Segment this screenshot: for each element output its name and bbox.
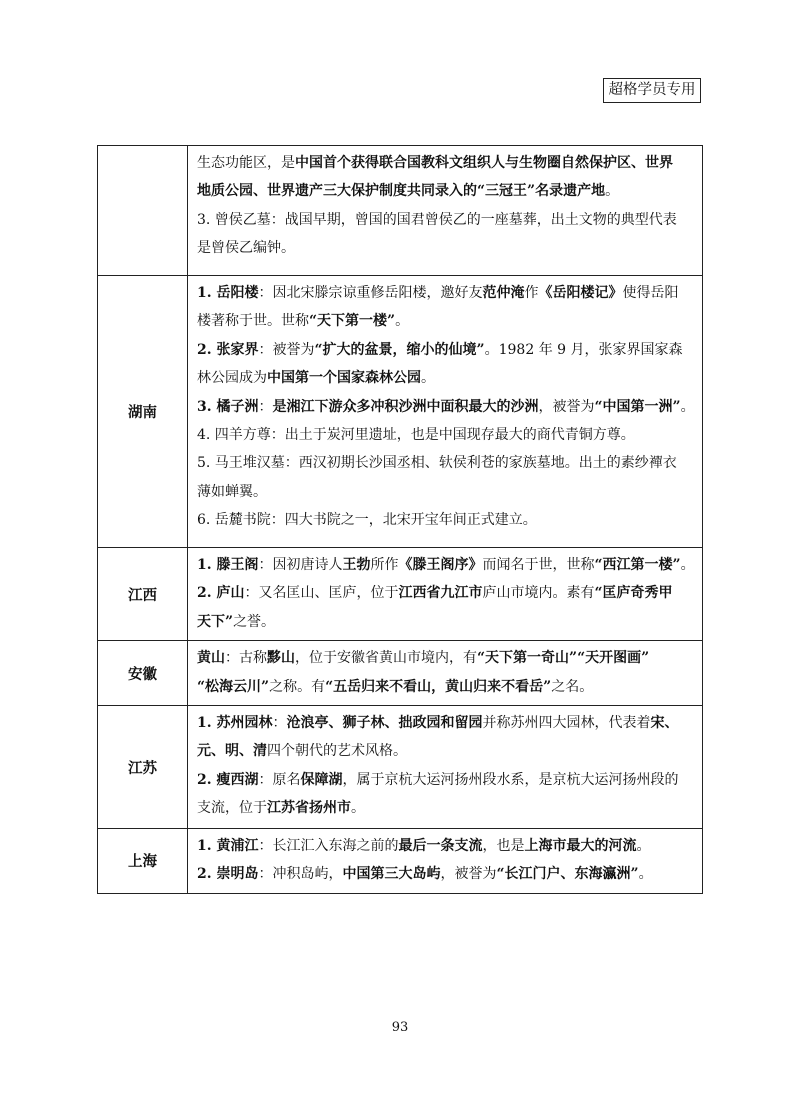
- text-segment: 林公园成为: [197, 370, 267, 387]
- text-line: [197, 364, 694, 392]
- text-line: [197, 860, 694, 888]
- bold-text: 沧浪亭、狮子林、拙政园和留园: [286, 715, 483, 732]
- text-segment: ：古称: [225, 650, 267, 667]
- text-segment: 3. 曾侯乙墓：战国早期，曾国的国君曾侯乙的一座墓葬，出土文物的典型代表: [197, 211, 677, 228]
- bold-text: “天下第一楼”: [309, 313, 396, 330]
- bold-text: 是湘江下游众多冲积沙洲中面积最大的沙洲: [272, 398, 539, 415]
- bold-text: 黟山: [267, 650, 295, 667]
- bold-text: 2. 崇明岛: [197, 866, 259, 883]
- content-cell: [188, 641, 703, 706]
- content-cell: [188, 829, 703, 894]
- bold-text: 3. 橘子洲: [197, 398, 259, 415]
- bold-text: 天下”: [197, 613, 234, 630]
- table-row: [98, 146, 703, 276]
- text-line: [197, 206, 694, 234]
- bold-text: 2. 张家界: [197, 341, 259, 358]
- region-cell: 江苏: [98, 706, 188, 829]
- text-segment: 。: [395, 313, 410, 330]
- text-segment: 是曾侯乙编钟。: [197, 240, 295, 257]
- bold-text: 江西省九江市: [398, 585, 483, 602]
- bold-text: 1. 苏州园林: [197, 715, 273, 732]
- content-cell: [188, 276, 703, 548]
- bold-text: “天下第一奇山”“天开图画”: [477, 650, 650, 667]
- bold-text: 2. 庐山: [197, 585, 245, 602]
- text-segment: 。: [638, 866, 653, 883]
- text-segment: ：因初唐诗人: [258, 557, 343, 573]
- bold-text: 王勃: [342, 557, 371, 573]
- bold-text: “松海云川”: [197, 678, 270, 695]
- text-line: [197, 506, 694, 534]
- bold-text: 保障湖: [300, 771, 343, 788]
- text-line: [197, 279, 694, 307]
- bold-text: “中国第一洲”: [594, 398, 681, 415]
- bold-text: 1. 岳阳楼: [197, 285, 259, 301]
- member-only-badge: 超格学员专用: [603, 78, 701, 103]
- text-line: [197, 307, 694, 335]
- text-line: [197, 177, 694, 205]
- table-row: [98, 548, 703, 641]
- text-line: [197, 478, 694, 506]
- bold-text: “扩大的盆景，缩小的仙境”: [314, 341, 485, 358]
- text-line: [197, 673, 694, 701]
- bold-text: “五岳归来不看山，黄山归来不看岳”: [325, 678, 552, 695]
- bold-text: 最后一条支流: [398, 838, 483, 855]
- text-segment: 。: [605, 183, 620, 200]
- bold-text: 地质公园、世界遗产三大保护制度共同录入的“三冠王”名录遗产地: [197, 183, 606, 200]
- text-line: [197, 421, 694, 449]
- text-segment: 之誉。: [233, 613, 276, 630]
- text-segment: ：: [258, 398, 273, 415]
- text-segment: ，也是: [482, 838, 525, 855]
- bold-text: 1. 滕王阁: [197, 557, 259, 573]
- bold-text: 《岳阳楼记》: [538, 285, 623, 301]
- text-segment: 5. 马王堆汉墓：西汉初期长沙国丞相、轪侯利苍的家族墓地。出土的素纱襌衣: [197, 455, 677, 472]
- text-segment: 6. 岳麓书院：四大书院之一，北宋开宝年间正式建立。: [197, 512, 537, 529]
- bold-text: “西江第一楼”: [594, 557, 681, 573]
- text-segment: 。: [680, 398, 695, 415]
- bold-text: 中国第三大岛屿: [342, 866, 441, 883]
- text-segment: 。: [421, 370, 435, 387]
- text-segment: 。: [351, 800, 365, 817]
- text-segment: 。: [680, 557, 695, 573]
- text-segment: 使得岳阳: [622, 285, 679, 301]
- region-cell: 江西: [98, 548, 188, 641]
- text-segment: 作: [524, 285, 539, 301]
- text-line: [197, 608, 694, 636]
- text-segment: 四个朝代的艺术风格。: [267, 743, 407, 760]
- text-segment: 。1982 年 9 月，张家界国家森: [484, 341, 683, 358]
- text-segment: 而闻名于世，世称: [482, 557, 595, 573]
- table-row: [98, 641, 703, 706]
- bold-text: “匡庐奇秀甲: [594, 585, 673, 602]
- table-row: [98, 706, 703, 829]
- text-segment: 所作: [370, 557, 399, 573]
- region-cell: [98, 146, 188, 276]
- text-segment: 4. 四羊方尊：出土于炭河里遗址，也是中国现存最大的商代青铜方尊。: [197, 427, 635, 444]
- text-line: [197, 579, 694, 607]
- bold-text: 2. 瘦西湖: [197, 771, 259, 788]
- content-cell: [188, 706, 703, 829]
- text-segment: ：又名匡山、匡庐，位于: [244, 585, 399, 602]
- bold-text: “长江门户、东海瀛洲”: [496, 866, 639, 883]
- text-line: [197, 832, 694, 860]
- bold-text: 范仲淹: [482, 285, 525, 301]
- region-cell: 上海: [98, 829, 188, 894]
- bold-text: 江苏省扬州市: [267, 800, 351, 817]
- region-cell: 安徽: [98, 641, 188, 706]
- table-row: [98, 276, 703, 548]
- text-line: [197, 709, 694, 737]
- text-segment: 楼著称于世。世称: [197, 313, 309, 330]
- bold-text: 宋、: [650, 715, 679, 732]
- text-line: [197, 644, 694, 672]
- text-segment: ，被誉为: [538, 398, 595, 415]
- text-segment: 并称苏州四大园林，代表着: [482, 715, 651, 732]
- bold-text: 《滕王阁序》: [398, 557, 483, 573]
- text-line: [197, 149, 694, 177]
- text-line: [197, 766, 694, 794]
- content-cell: [188, 548, 703, 641]
- bold-text: 元、明、清: [197, 743, 267, 760]
- content-cell: [188, 146, 703, 276]
- text-segment: ：原名: [258, 771, 301, 788]
- bold-text: 上海市最大的河流: [524, 838, 637, 855]
- bold-text: 1. 黄浦江: [197, 838, 259, 855]
- text-segment: ，属于京杭大运河扬州段水系，是京杭大运河扬州段的: [342, 771, 679, 788]
- text-segment: ：冲积岛屿，: [258, 866, 343, 883]
- text-segment: ，被誉为: [440, 866, 497, 883]
- page-number: 93: [391, 1020, 409, 1035]
- text-segment: ：被誉为: [258, 341, 315, 358]
- scenic-spots-table: [97, 145, 703, 894]
- text-line: [197, 737, 694, 765]
- text-line: [197, 393, 694, 421]
- text-segment: ，位于安徽省黄山市境内，有: [295, 650, 477, 667]
- text-line: [197, 336, 694, 364]
- text-segment: 薄如蝉翼。: [197, 483, 267, 500]
- text-line: [197, 449, 694, 477]
- text-line: [197, 551, 694, 579]
- bold-text: 黄山: [197, 650, 225, 667]
- text-segment: 之名。: [551, 678, 594, 695]
- text-segment: 庐山市境内。素有: [482, 585, 595, 602]
- text-segment: 之称。有: [269, 678, 326, 695]
- bold-text: 中国首个获得联合国教科文组织人与生物圈自然保护区、世界: [295, 155, 673, 171]
- text-segment: 。: [636, 838, 651, 855]
- text-segment: ：: [272, 715, 287, 732]
- text-segment: 生态功能区，是: [197, 155, 295, 171]
- text-segment: ：因北宋滕宗谅重修岳阳楼，邀好友: [258, 285, 483, 301]
- table-row: [98, 829, 703, 894]
- text-line: [197, 794, 694, 822]
- text-segment: 支流，位于: [197, 800, 267, 817]
- region-cell: 湖南: [98, 276, 188, 548]
- text-segment: ：长江汇入东海之前的: [258, 838, 399, 855]
- text-line: [197, 234, 694, 262]
- bold-text: 中国第一个国家森林公园: [267, 370, 421, 387]
